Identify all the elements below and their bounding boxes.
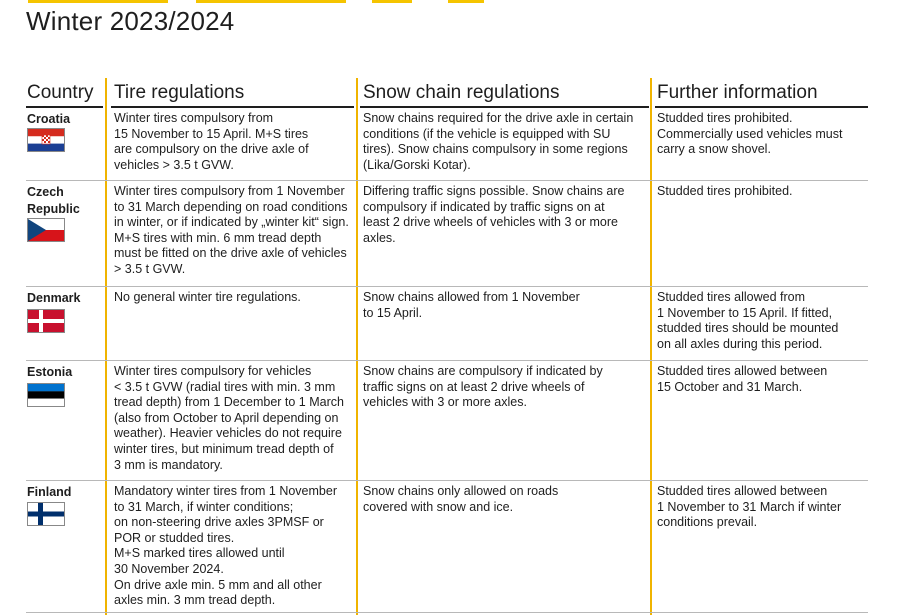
text-line: No general winter tire regulations. [114, 290, 301, 304]
text-line: Studded tires allowed between [657, 364, 828, 378]
text-line: vehicles with 3 or more axles. [363, 395, 527, 410]
row-divider [26, 480, 868, 481]
text-line: carry a snow shovel. [657, 142, 771, 157]
country-name-line: Estonia [27, 365, 73, 379]
text-line: M+S tires with min. 6 mm tread depth [114, 230, 322, 245]
text-line: 1 November to 31 March if winter [657, 499, 842, 514]
text-line: on non-steering drive axles 3PMSF or [114, 515, 324, 530]
column-divider [105, 78, 107, 615]
text-line: to 15 April. [363, 305, 423, 320]
text-line: axles min. 3 mm tread depth. [114, 593, 276, 608]
text-line: are compulsory on the drive axle of [114, 142, 309, 157]
header-rule [111, 106, 354, 108]
text-line: conditions prevail. [657, 515, 758, 530]
column-divider [356, 78, 358, 615]
text-line: to 31 March depending on road conditions [114, 199, 348, 214]
text-line: On drive axle min. 5 mm and all other [114, 577, 322, 592]
row-divider [26, 360, 868, 361]
header-further-information: Further information [657, 82, 818, 103]
text-line: (also from October to April depending on [114, 410, 339, 425]
text-line: compulsory if indicated by traffic signs on at [363, 199, 605, 214]
text-line: winter tires, but minimum tread depth of [114, 441, 334, 456]
snow-chain-regulations-croatia [363, 111, 648, 173]
croatia-flag-icon [27, 128, 65, 152]
text-line: Snow chains required for the drive axle in certain [363, 111, 634, 125]
tire-regulations-czech-republic [114, 184, 352, 278]
text-line: Snow chains allowed from 1 November [363, 290, 580, 304]
column-divider [650, 78, 652, 615]
snow-chain-regulations-denmark [363, 290, 648, 321]
finland-flag-icon [27, 502, 65, 526]
text-line: Winter tires compulsory for vehicles [114, 364, 312, 378]
tire-regulations-croatia [114, 111, 352, 173]
header-rule [360, 106, 649, 108]
czech-flag-icon [27, 218, 65, 242]
text-line: 3 mm is mandatory. [114, 457, 223, 472]
header-tire-regulations: Tire regulations [114, 82, 245, 103]
text-line: on all axles during this period. [657, 336, 823, 351]
country-czech-republic [27, 184, 105, 218]
text-line: tires). Snow chains compulsory in some regions [363, 142, 628, 157]
text-line: studded tires should be mounted [657, 321, 839, 336]
country-name-line: Czech [27, 185, 64, 199]
text-line: Mandatory winter tires from 1 November [114, 484, 337, 498]
text-line: < 3.5 t GVW (radial tires with min. 3 mm [114, 379, 336, 394]
tire-regulations-estonia [114, 364, 352, 473]
page-title: Winter 2023/2024 [26, 6, 235, 36]
text-line: weather). Heavier vehicles do not require [114, 426, 342, 441]
further-information-denmark [657, 290, 867, 352]
top-accent-stripe [0, 0, 900, 3]
row-divider [26, 180, 868, 181]
country-name-line: Denmark [27, 291, 81, 305]
header-rule [655, 106, 868, 108]
country-croatia [27, 111, 105, 128]
further-information-croatia [657, 111, 867, 158]
text-line: Studded tires prohibited. [657, 184, 793, 198]
text-line: Snow chains are compulsory if indicated by [363, 364, 603, 378]
text-line: Studded tires allowed from [657, 290, 805, 304]
country-name-line: Croatia [27, 112, 71, 126]
country-denmark [27, 290, 105, 307]
estonia-flag-icon [27, 383, 65, 407]
country-name-line: Republic [27, 202, 80, 216]
text-line: Snow chains only allowed on roads [363, 484, 559, 498]
snow-chain-regulations-czech-republic [363, 184, 648, 246]
denmark-flag-icon [27, 309, 65, 333]
text-line: in winter, or if indicated by „winter kit“ sign. [114, 215, 349, 230]
header-snow-chain-regulations: Snow chain regulations [363, 82, 560, 103]
text-line: Studded tires allowed between [657, 484, 828, 498]
text-line: Commercially used vehicles must [657, 126, 843, 141]
text-line: tread depth) from 1 December to 1 March [114, 395, 344, 410]
row-divider [26, 286, 868, 287]
text-line: traffic signs on at least 2 drive wheels of [363, 379, 585, 394]
header-country: Country [27, 82, 94, 103]
text-line: (Lika/Gorski Kotar). [363, 157, 471, 172]
text-line: POR or studded tires. [114, 530, 235, 545]
further-information-finland [657, 484, 867, 531]
text-line: vehicles > 3.5 t GVW. [114, 157, 234, 172]
tire-regulations-denmark [114, 290, 352, 306]
text-line: Differing traffic signs possible. Snow chains are [363, 184, 625, 198]
tire-regulations-finland [114, 484, 352, 609]
text-line: to 31 March, if winter conditions; [114, 499, 294, 514]
country-finland [27, 484, 105, 501]
text-line: 15 November to 15 April. M+S tires [114, 126, 309, 141]
text-line: 15 October and 31 March. [657, 379, 803, 394]
text-line: M+S marked tires allowed until [114, 546, 285, 561]
text-line: least 2 drive wheels of vehicles with 3 or more [363, 215, 618, 230]
text-line: Winter tires compulsory from 1 November [114, 184, 345, 198]
text-line: 1 November to 15 April. If fitted, [657, 305, 833, 320]
text-line: 30 November 2024. [114, 561, 224, 576]
further-information-czech-republic [657, 184, 867, 200]
snow-chain-regulations-estonia [363, 364, 648, 411]
text-line: axles. [363, 230, 396, 245]
header-rule [26, 106, 103, 108]
country-estonia [27, 364, 105, 381]
country-name-line: Finland [27, 485, 72, 499]
text-line: covered with snow and ice. [363, 499, 514, 514]
text-line: Studded tires prohibited. [657, 111, 793, 125]
text-line: conditions (if the vehicle is equipped with SU [363, 126, 611, 141]
text-line: > 3.5 t GVW. [114, 261, 186, 276]
snow-chain-regulations-finland [363, 484, 648, 515]
text-line: must be fitted on the drive axle of vehicles [114, 246, 347, 261]
further-information-estonia [657, 364, 867, 395]
text-line: Winter tires compulsory from [114, 111, 274, 125]
row-divider [26, 612, 868, 613]
